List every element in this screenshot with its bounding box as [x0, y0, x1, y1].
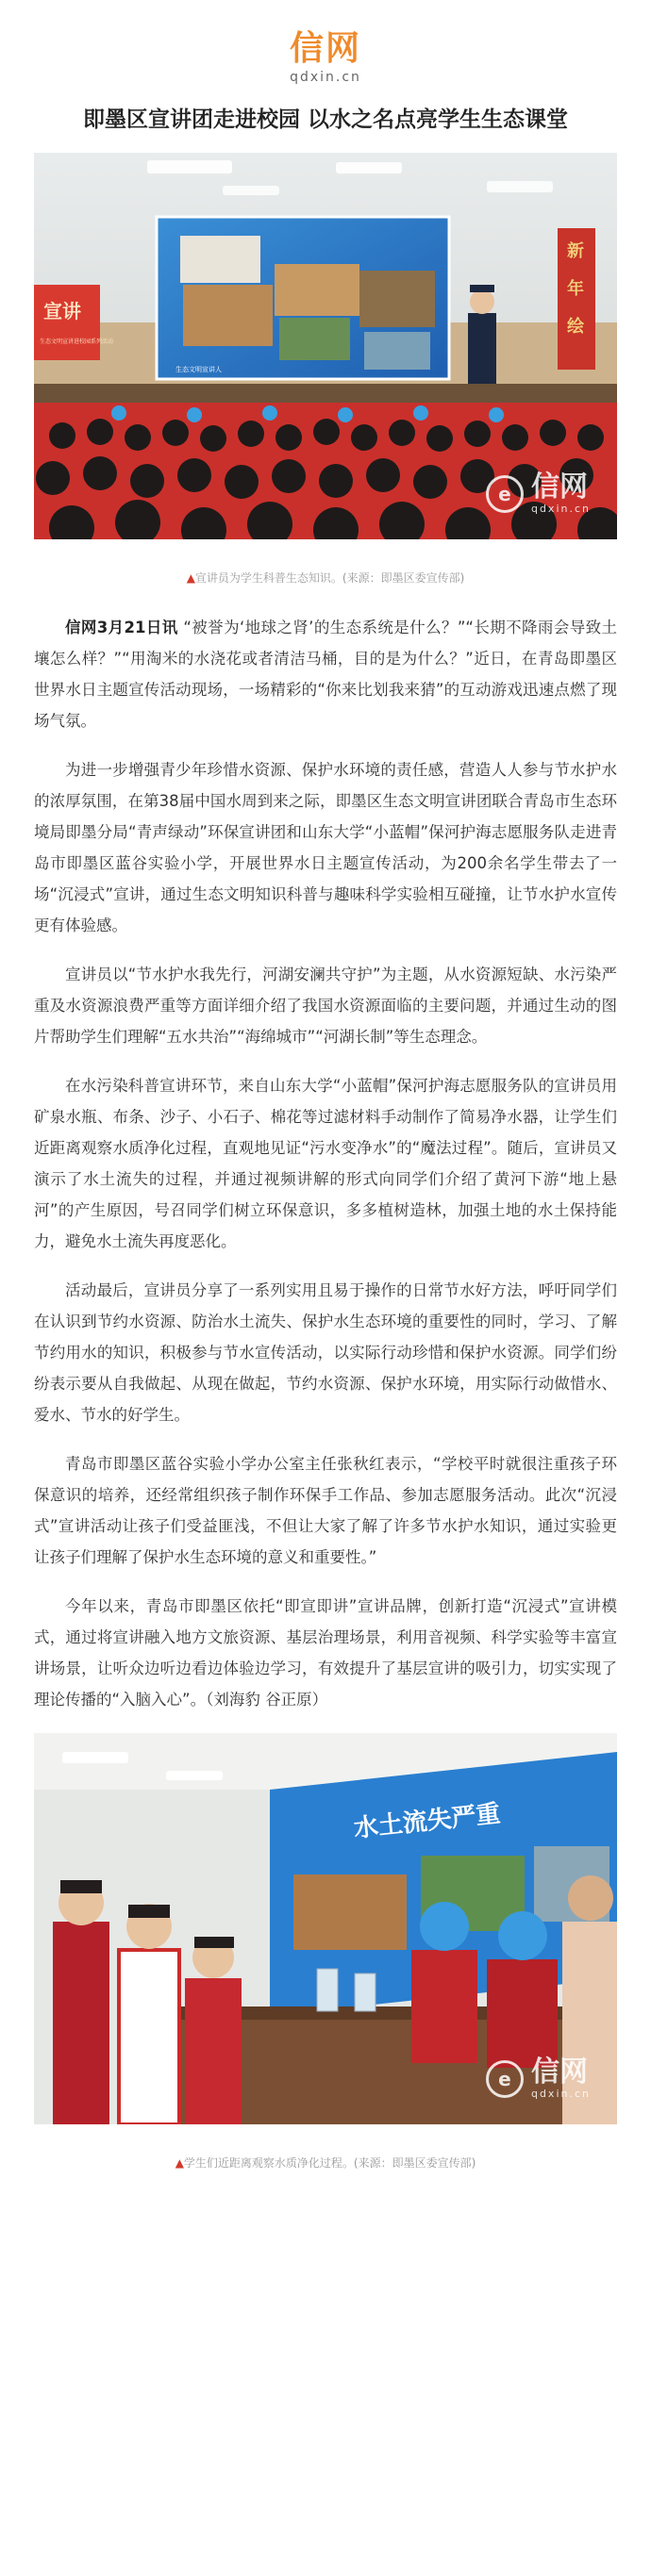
caption-marker-icon-2: ▲ [175, 2156, 184, 2170]
logo-domain: qdxin.cn [290, 70, 361, 85]
watermark-text: 信网 [530, 471, 588, 504]
banner-left-subtext: 生态文明宣讲进校园系列活动 [40, 339, 114, 345]
photo-caption-1 [34, 570, 617, 586]
caption-text-2: 学生们近距离观察水质净化过程。(来源：即墨区委宣传部) [183, 2156, 476, 2170]
banner-left-text: 宣讲 [43, 300, 81, 322]
watermark-domain: qdxin.cn [530, 503, 591, 515]
paragraph-4: 在水污染科普宣讲环节，来自山东大学“小蓝帽”保河护海志愿服务队的宣讲员用矿泉水瓶、布条、沙子、小石子、棉花等过滤材料手动制作了简易净水器，让学生们近距离观察水质净化过程，直观地见证“污水变净水”的“魔法过程”。随后，宣讲员又演示了水土流失的过程，并通过视频讲解的形式向同学们介绍了黄河下游“地上悬河”的产生原因，号召同学们树立环保意识，多多植树造林，加强土地的水土保持能力，避免水土流失再度恶化。 [34, 1077, 617, 1250]
caption-marker-icon: ▲ [186, 571, 195, 585]
photo-watermark [486, 472, 591, 515]
article-title: 即墨区宣讲团走进校园 以水之名点亮学生生态课堂 [82, 107, 568, 132]
site-logo[interactable] [34, 0, 617, 94]
paragraph-6: 青岛市即墨区蓝谷实验小学办公室主任张秋红表示，“学校平时就很注重孩子环保意识的培养，还经常组织孩子制作环保手工作品、参加志愿服务活动。此次“沉浸式”宣讲活动让孩子们受益匪浅，不但让大家了解了许多节水护水知识，通过实验更让孩子们理解了保护水生态环境的意义和重要性。” [34, 1455, 617, 1566]
dateline: 信网3月21日讯 [65, 619, 178, 636]
paragraph-5: 活动最后，宣讲员分享了一系列实用且易于操作的日常节水好方法，呼吁同学们在认识到节约水资源、防治水土流失、保护水生态环境的重要性的同时，学习、了解节约用水的知识，积极参与节水宣传活动，以实际行动珍惜和保护水资源。同学们纷纷表示要从自我做起、从现在做起，节约水资源、保护水环境，用实际行动做惜水、爱水、节水的好学生。 [34, 1281, 617, 1424]
paragraph-2: 为进一步增强青少年珍惜水资源、保护水环境的责任感，营造人人参与节水护水的浓厚氛围，在第38届中国水周到来之际，即墨区生态文明宣讲团联合青岛市生态环境局即墨分局“青声绿动”环保宣讲团和山东大学“小蓝帽”保河护海志愿服务队走进青岛市即墨区蓝谷实验小学，开展世界水日主题宣传活动，为200余名学生带去了一场“沉浸式”宣讲，通过生态文明知识科普与趣味科学实验相互碰撞，让节水护水宣传更有体验感。 [34, 761, 617, 934]
watermark-logo-icon: e [486, 475, 524, 513]
couplet-char-2: 年 [567, 279, 584, 299]
couplet-char-1: 新 [567, 241, 584, 261]
photo-caption-2 [34, 2155, 617, 2171]
paragraph-7: 今年以来，青岛市即墨区依托“即宣即讲”宣讲品牌，创新打造“沉浸式”宣讲模式，通过将宣讲融入地方文旅资源、基层治理场景，利用音视频、科学实验等丰富宣讲场景，让听众边听边看边体验边学习，有效提升了基层宣讲的吸引力，切实实现了理论传播的“入脑入心”。（刘海豹 谷正原） [34, 1597, 617, 1709]
paragraph-1-text: “被誉为‘地球之肾’的生态系统是什么？”“长期不降雨会导致土壤怎么样？”“用淘米的水浇花或者清洁马桶，目的是为什么？”近日，在青岛即墨区世界水日主题宣传活动现场，一场精彩的“你来比划我来猜”的互动游戏迅速点燃了现场气氛。 [34, 619, 617, 730]
watermark-text-2: 信网 [530, 2056, 588, 2089]
paragraph-3: 宣讲员以“节水护水我先行，河湖安澜共守护”为主题，从水资源短缺、水污染严重及水资源浪费严重等方面详细介绍了我国水资源面临的主要问题，并通过生动的图片帮助学生们理解“五水共治”“海绵城市”“河湖长制”等生态理念。 [34, 966, 617, 1046]
photo-watermark-2 [486, 2057, 591, 2100]
paragraph-1 [34, 612, 617, 736]
couplet-char-3: 绘 [567, 317, 584, 337]
article-photo-experiment[interactable] [34, 1733, 617, 2124]
article-photo-lecture[interactable] [34, 153, 617, 539]
slide-label: 生态文明宣讲人 [175, 366, 222, 373]
caption-text: 宣讲员为学生科普生态知识。(来源：即墨区委宣传部) [194, 571, 465, 585]
banner-title: 水土流失严重 [352, 1799, 502, 1843]
logo-text: 信网 [289, 29, 361, 68]
watermark-domain-2: qdxin.cn [530, 2088, 591, 2100]
watermark-logo-icon-2: e [486, 2060, 524, 2098]
